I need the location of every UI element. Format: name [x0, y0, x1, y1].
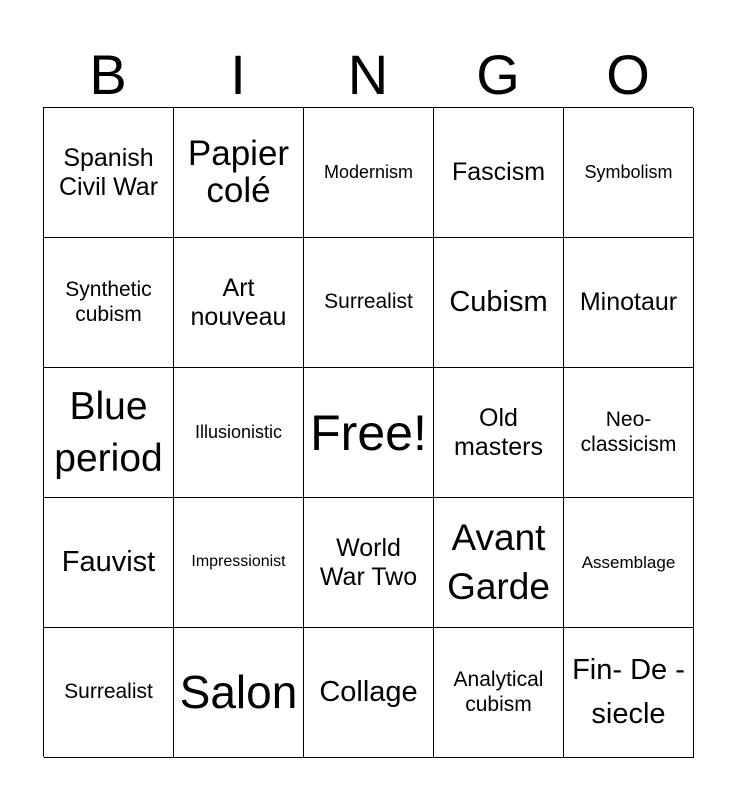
bingo-cell[interactable]: Neo-classicism: [564, 368, 694, 498]
header-letter-b: B: [89, 43, 127, 106]
bingo-cell[interactable]: Collage: [304, 628, 434, 758]
bingo-cell[interactable]: Spanish Civil War: [44, 108, 174, 238]
bingo-cell[interactable]: Impressionist: [174, 498, 304, 628]
bingo-cell[interactable]: Papier colé: [174, 108, 304, 238]
header-letter-n: N: [347, 43, 389, 106]
bingo-cell[interactable]: Cubism: [434, 238, 564, 368]
bingo-cell[interactable]: Surrealist: [44, 628, 174, 758]
bingo-cell[interactable]: Illusionistic: [174, 368, 304, 498]
bingo-cell[interactable]: Salon: [174, 628, 304, 758]
bingo-cell[interactable]: Symbolism: [564, 108, 694, 238]
bingo-cell[interactable]: Fauvist: [44, 498, 174, 628]
bingo-cell[interactable]: Art nouveau: [174, 238, 304, 368]
bingo-cell[interactable]: Assemblage: [564, 498, 694, 628]
free-space[interactable]: Free!: [304, 368, 434, 498]
bingo-cell[interactable]: Fin- De - siecle: [564, 628, 694, 758]
header-letter-i: I: [230, 43, 246, 106]
bingo-header: [43, 42, 693, 108]
bingo-cell[interactable]: Analytical cubism: [434, 628, 564, 758]
bingo-cell[interactable]: Modernism: [304, 108, 434, 238]
bingo-cell[interactable]: Surrealist: [304, 238, 434, 368]
bingo-board: [43, 107, 693, 757]
bingo-cell[interactable]: Fascism: [434, 108, 564, 238]
bingo-cell[interactable]: Avant Garde: [434, 498, 564, 628]
header-letter-o: O: [606, 43, 650, 106]
bingo-cell[interactable]: World War Two: [304, 498, 434, 628]
bingo-cell[interactable]: Old masters: [434, 368, 564, 498]
header-letter-g: G: [476, 43, 520, 106]
bingo-cell[interactable]: Blue period: [44, 368, 174, 498]
bingo-cell[interactable]: Minotaur: [564, 238, 694, 368]
bingo-cell[interactable]: Synthetic cubism: [44, 238, 174, 368]
